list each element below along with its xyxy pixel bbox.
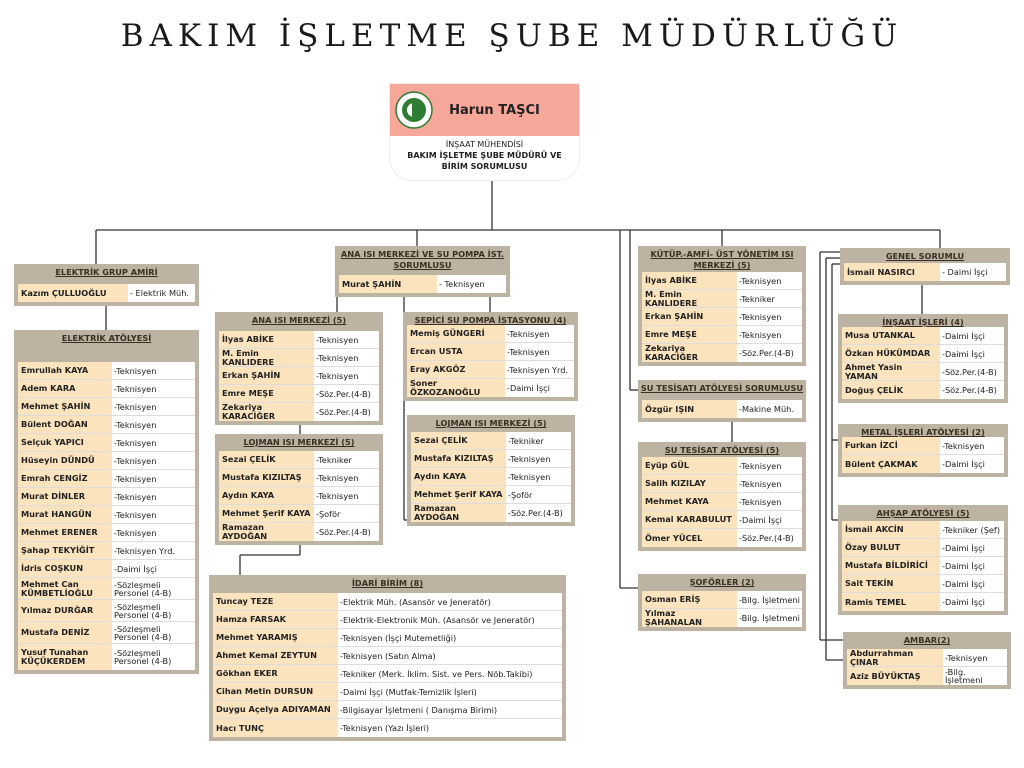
member-role: -Teknisyen (Yazı İşleri) [340,723,430,733]
member-name: Adem KARA [18,380,112,397]
member-name: Sezai ÇELİK [219,451,314,468]
member-name: Mehmet ŞAHİN [18,398,112,415]
member-row [18,416,195,434]
member-role: -Söz.Per.(4-B) [316,407,371,417]
member-name: Mehmet Can KÜMBETLİOĞLU [18,578,112,599]
member-name: Erkan ŞAHİN [219,367,314,384]
member-role: -Bilgisayar İşletmeni ( Danışma Birimi) [340,704,498,715]
member-role: -Tekniker [739,293,775,304]
member-role: -Tekniker [508,435,544,446]
member-role: -Teknisyen [114,401,157,412]
member-role: -Elektrik Müh. (Asansör ve Jeneratör) [340,596,491,607]
member-role: -Sözleşmeli Personel (4-B) [114,623,172,642]
member-role: -Teknisyen [114,437,157,448]
member-role: -Bilg. İşletmeni [739,594,800,605]
member-name: Mehmet KAYA [642,493,737,510]
member-row [642,493,802,511]
member-row [219,487,379,505]
unit-sepici [403,312,578,401]
member-role: -Teknisyen [508,453,551,464]
member-row [219,331,379,349]
member-name: Bülent DOĞAN [18,416,112,433]
member-row [407,325,574,343]
member-name: Mehmet Şerif KAYA [219,505,314,522]
member-name: Cihan Metin DURSUN [213,683,338,700]
member-row [642,609,802,627]
member-role: -Teknisyen [739,275,782,286]
member-name: M. Emin KANLIDERE [642,290,737,307]
member-role: -Teknisyen [945,652,988,663]
unit-elektrik-atolye [14,330,199,674]
member-row [642,344,802,362]
member-name: Furkan İZCİ [842,437,940,454]
member-role: -Teknisyen [316,352,359,363]
member-row [642,308,802,326]
member-row [411,504,571,522]
member-row [642,290,802,308]
member-row [18,560,195,578]
unit-elektrik-grup [14,264,199,306]
member-role: -Teknisyen (Satın Alma) [340,650,436,661]
unit-title: METAL İŞLERİ ATÖLYESİ (2) [861,427,985,437]
member-name: Murat ŞAHİN [339,275,437,293]
unit-ana-isi [215,312,383,425]
university-logo-icon [394,90,434,130]
member-row [219,349,379,367]
member-role: -Daimi İşçi [942,560,985,571]
member-role: -Teknisyen (İşçi Mutemetliği) [340,632,457,643]
unit-insaat [838,314,1008,403]
unit-title: ELEKTRİK ATÖLYESİ [61,333,152,343]
member-name: Hacı TUNÇ [213,719,338,737]
unit-su-tesisati-sorumlu [638,380,806,422]
unit-title: LOJMAN ISI MERKEZİ (5) [243,437,355,447]
member-role: -Teknisyen [316,370,359,381]
member-row [18,542,195,560]
member-row [642,326,802,344]
member-name: Mustafa KIZILTAŞ [219,469,314,486]
member-row [18,644,195,670]
member-name: Bülent ÇAKMAK [842,455,940,473]
member-role: -Bilg. İşletmeni [945,667,983,685]
member-role: -Elektrik-Elektronik Müh. (Asansör ve Jeneratör) [340,614,535,625]
member-role: -Teknisyen [507,328,550,339]
member-role: -Daimi İşçi [942,459,985,469]
member-role: -Teknisyen Yrd. [507,364,569,375]
member-role: -Teknisyen [942,440,985,451]
member-name: Ramis TEMEL [842,593,940,611]
member-name: İlyas ABİKE [642,272,737,289]
unit-ana-isi-sorumlu [335,246,510,297]
member-role: -Sözleşmeli Personel (4-B) [114,648,172,666]
member-row [842,381,1004,399]
member-role: -Teknisyen [739,496,782,507]
member-row [213,611,562,629]
member-row [213,701,562,719]
member-name: Aziz BÜYÜKTAŞ [847,667,943,685]
member-name: Ramazan AYDOĞAN [219,523,314,541]
member-row [18,398,195,416]
member-role: -Teknisyen [114,419,157,430]
member-role: -Söz.Per.(4-B) [739,533,794,543]
member-name: İsmail AKCİN [842,521,940,538]
member-role: - Elektrik Müh. [130,288,190,298]
member-row [213,683,562,701]
member-name: Mustafa BİLDİRİCİ [842,557,940,574]
member-name: Tuncay TEZE [213,593,338,610]
unit-title: AMBAR(2) [903,635,951,645]
member-name: Mustafa DENİZ [18,622,112,643]
member-name: Gökhan EKER [213,665,338,682]
member-name: Murat HANGÜN [18,506,112,523]
member-row [219,367,379,385]
member-role: -Daimi İşçi (Mutfak-Temizlik İşleri) [340,686,477,697]
member-name: Emrullah KAYA [18,362,112,379]
member-row [18,600,195,622]
member-role: - Teknisyen [439,279,485,289]
member-role: -Teknisyen [114,365,157,376]
member-role: -Teknisyen Yrd. [114,545,176,556]
member-role: -Teknisyen [114,473,157,484]
member-role: -Teknisyen [114,383,157,394]
member-row [18,506,195,524]
member-name: Zekariya KARACİĞER [219,403,314,421]
unit-soforler [638,574,806,631]
member-row [18,578,195,600]
member-name: Ramazan AYDOĞAN [411,504,506,522]
member-name: Özkan HÜKÜMDAR [842,345,940,362]
member-role: -Daimi İşçi [942,597,985,607]
member-row [842,363,1004,381]
member-role: -Söz.Per.(4-B) [739,348,794,358]
member-role: -Teknisyen [507,346,550,357]
member-row [18,284,195,302]
head-name: Harun TAŞCI [449,102,540,118]
member-role: -Teknisyen [739,311,782,322]
member-name: Zekariya KARACİĞER [642,344,737,362]
member-name: Şahap TEKYİĞİT [18,542,112,559]
page-title: BAKIM İŞLETME ŞUBE MÜDÜRLÜĞÜ [120,18,904,54]
member-row [18,470,195,488]
member-role: -Teknisyen [508,471,551,482]
member-row [213,719,562,737]
member-name: Mustafa KIZILTAŞ [411,450,506,467]
unit-title: SU TESİSAT ATÖLYESİ (5) [664,445,780,455]
member-row [213,593,562,611]
member-name: Eray AKGÖZ [407,361,505,378]
member-row [642,511,802,529]
member-name: Aydın KAYA [411,468,506,485]
member-role: -Söz.Per.(4-B) [942,385,997,395]
unit-metal [838,424,1008,477]
member-row [411,468,571,486]
member-name: Yusuf Tunahan KÜÇÜKERDEM [18,644,112,670]
unit-title: ANA ISI MERKEZİ VE SU POMPA İST. SORUMLUSU [340,249,505,270]
member-name: Hüseyin DÜNDÜ [18,452,112,469]
member-name: Murat DİNLER [18,488,112,505]
head-card [390,84,579,180]
member-name: Erkan ŞAHİN [642,308,737,325]
member-name: İdris COŞKUN [18,560,112,577]
unit-title: GENEL SORUMLU [885,251,965,261]
member-row [842,327,1004,345]
member-name: Emre MEŞE [219,385,314,402]
member-name: Emre MEŞE [642,326,737,343]
member-row [411,486,571,504]
member-row [842,575,1004,593]
member-name: Kemal KARABULUT [642,511,737,528]
member-role: -Teknisyen [739,478,782,489]
member-name: Ercan USTA [407,343,505,360]
member-role: -Teknisyen [114,455,157,466]
member-role: -Makine Müh. [739,404,794,414]
head-title-line1: İNŞAAT MÜHENDİSİ [445,140,524,149]
head-title-line2: BAKIM İŞLETME ŞUBE MÜDÜRÜ VE [407,151,562,160]
member-row [642,591,802,609]
member-row [407,379,574,397]
unit-title: ŞOFÖRLER (2) [689,577,755,587]
member-name: İlyas ABİKE [219,331,314,348]
member-row [18,524,195,542]
member-row [642,272,802,290]
member-role: -Daimi İşçi [507,383,550,393]
member-role: - Daimi İşçi [942,267,988,277]
member-row [642,400,802,418]
member-row [642,457,802,475]
member-name: Aydın KAYA [219,487,314,504]
member-name: Sait TEKİN [842,575,940,592]
member-row [847,649,1007,667]
member-row [213,629,562,647]
unit-title: KÜTÜP.-AMFİ- ÜST YÖNETİM ISI MERKEZİ (5) [650,249,794,270]
unit-ahsap [838,505,1008,615]
member-row [219,451,379,469]
member-role: -Daimi İşçi [942,542,985,553]
member-name: Özgür IŞIN [642,400,737,418]
unit-idari [209,575,566,741]
member-row [842,557,1004,575]
member-role: -Tekniker (Merk. İklim. Sist. ve Pers. Nöb.Takibi) [340,668,533,679]
member-name: Eyüp GÜL [642,457,737,474]
member-row [842,455,1004,473]
member-row [339,275,506,293]
member-role: -Teknisyen [114,491,157,502]
member-role: -Daimi İşçi [942,578,985,589]
member-row [842,437,1004,455]
member-role: -Teknisyen [114,509,157,520]
member-role: -Söz.Per.(4-B) [942,366,997,377]
member-name: Ömer YÜCEL [642,529,737,547]
member-name: Doğuş ÇELİK [842,381,940,399]
unit-title: LOJMAN ISI MERKEZİ (5) [435,418,547,428]
member-role: -Teknisyen [739,460,782,471]
member-role: -Daimi İşçi [114,563,157,574]
member-role: -Teknisyen [316,472,359,483]
member-row [18,622,195,644]
unit-genel [840,248,1010,285]
member-name: Kazım ÇULLUOĞLU [18,284,128,302]
member-name: M. Emin KANLIDERE [219,349,314,366]
member-row [213,647,562,665]
member-role: -Söz.Per.(4-B) [508,508,563,518]
unit-lojman-isi-1 [215,434,383,545]
member-role: -Daimi İşçi [942,330,985,341]
member-row [18,452,195,470]
member-name: Salih KIZILAY [642,475,737,492]
member-name: Yılmaz DURĞAR [18,600,112,621]
member-row [219,505,379,523]
member-name: Mehmet YARAMIŞ [213,629,338,646]
member-row [219,469,379,487]
member-row [219,385,379,403]
member-role: -Teknisyen [114,527,157,538]
member-row [847,667,1007,685]
member-row [842,593,1004,611]
member-row [411,450,571,468]
member-name: Mehmet ERENER [18,524,112,541]
member-name: Yılmaz ŞAHANALAN [642,609,737,627]
member-name: Mehmet Şerif KAYA [411,486,506,503]
member-row [842,521,1004,539]
member-role: -Tekniker (Şef) [942,524,1001,535]
member-name: Soner ÖZKOZANOĞLU [407,379,505,397]
member-name: Selçuk YAPICI [18,434,112,451]
member-name: Ahmet Yasin YAMAN [842,363,940,380]
member-row [18,488,195,506]
member-row [407,343,574,361]
unit-ambar [843,632,1011,689]
member-role: -Söz.Per.(4-B) [316,388,371,399]
member-row [642,529,802,547]
unit-title: ELEKTRİK GRUP AMİRİ [55,267,158,277]
member-name: Ahmet Kemal ZEYTUN [213,647,338,664]
member-name: Memiş GÜNGERİ [407,325,505,342]
member-role: -Şoför [316,508,341,519]
member-row [842,539,1004,557]
member-role: -Söz.Per.(4-B) [316,527,371,537]
member-name: İsmail NASIRCI [844,263,940,281]
member-row [844,263,1006,281]
member-row [411,432,571,450]
member-role: -Daimi İşçi [942,348,985,359]
unit-title: İNŞAAT İŞLERİ (4) [882,317,964,327]
unit-title: ANA ISI MERKEZİ (5) [251,315,347,325]
member-name: Sezai ÇELİK [411,432,506,449]
member-name: Özay BULUT [842,539,940,556]
member-name: Osman ERİŞ [642,591,737,608]
member-row [842,345,1004,363]
member-role: -Teknisyen [739,329,782,340]
unit-title: SU TESİSATI ATÖLYESİ SORUMLUSU [640,383,804,393]
member-role: -Bilg. İşletmeni [739,613,800,623]
member-row [18,362,195,380]
member-row [219,403,379,421]
unit-lojman-isi-2 [407,415,575,526]
member-name: Hamza FARSAK [213,611,338,628]
member-role: -Daimi İşçi [739,514,782,525]
member-role: -Teknisyen [316,334,359,345]
member-row [213,665,562,683]
member-role: -Teknisyen [316,490,359,501]
member-role: -Sözleşmeli Personel (4-B) [114,579,172,598]
unit-title: AHŞAP ATÖLYESİ (5) [876,508,970,518]
member-name: Emrah CENGİZ [18,470,112,487]
unit-kutup [638,246,806,366]
head-title-line3: BİRİM SORUMLUSU [441,162,528,171]
member-row [18,380,195,398]
member-role: -Tekniker [316,454,352,465]
member-name: Abdurrahman ÇINAR [847,649,943,666]
unit-su-tesisat [638,442,806,551]
member-row [18,434,195,452]
member-row [407,361,574,379]
member-row [642,475,802,493]
member-role: -Şoför [508,489,533,500]
unit-title: İDARİ BİRİM (8) [351,578,424,588]
member-name: Duygu Açelya ADIYAMAN [213,701,338,718]
member-role: -Sözleşmeli Personel (4-B) [114,601,172,620]
member-row [219,523,379,541]
member-name: Musa UTANKAL [842,327,940,344]
unit-title: SEPİCİ SU POMPA İSTASYONU (4) [414,315,567,325]
